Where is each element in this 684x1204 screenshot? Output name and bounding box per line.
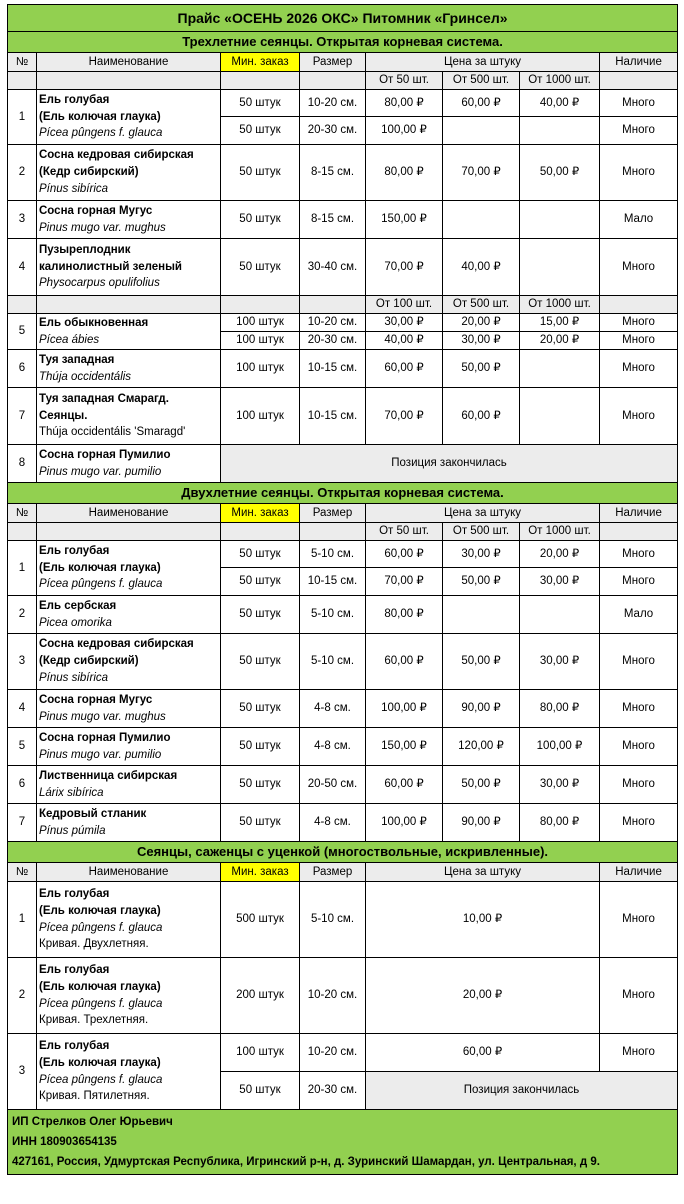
min-order: 50 штук xyxy=(221,596,300,634)
product-name: Ель голубая (Ель колючая глаука) Pícea pûngens f. glauca xyxy=(37,90,221,145)
price-table xyxy=(7,4,678,1175)
size: 5-10 см. xyxy=(300,882,366,958)
tier-row xyxy=(8,72,678,90)
product-name: Сосна горная Пумилио Pinus mugo var. pumilio xyxy=(37,445,221,483)
price: 60,00 ₽ xyxy=(443,90,520,117)
table-row xyxy=(8,958,678,1034)
table-row xyxy=(8,882,678,958)
row-number: 2 xyxy=(8,145,37,201)
section-title-3yr: Трехлетние сеянцы. Открытая корневая система. xyxy=(8,32,678,53)
col-price-header: Цена за штуку xyxy=(366,53,600,72)
price: 30,00 ₽ xyxy=(366,314,443,332)
row-number: 5 xyxy=(8,728,37,766)
tier-label: От 500 шт. xyxy=(443,523,520,541)
price: 100,00 ₽ xyxy=(366,804,443,842)
table-row xyxy=(8,388,678,445)
product-name: Лиственница сибирская Lárix sibírica xyxy=(37,766,221,804)
product-name: Ель голубая (Ель колючая глаука) Pícea pûngens f. glauca Кривая. Пятилетняя. xyxy=(37,1034,221,1110)
product-name: Сосна горная Мугус Pinus mugo var. mughus xyxy=(37,201,221,239)
table-row xyxy=(8,804,678,842)
min-order: 100 штук xyxy=(221,350,300,388)
availability: Много xyxy=(600,117,678,145)
col-name-header: Наименование xyxy=(37,504,221,523)
price: 80,00 ₽ xyxy=(520,690,600,728)
col-size-header: Размер xyxy=(300,863,366,882)
tier-label: От 1000 шт. xyxy=(520,523,600,541)
table-row xyxy=(8,541,678,568)
table-row xyxy=(8,596,678,634)
col-min-header: Мин. заказ xyxy=(221,53,300,72)
price: 30,00 ₽ xyxy=(520,634,600,690)
price: 50,00 ₽ xyxy=(443,350,520,388)
size: 5-10 см. xyxy=(300,634,366,690)
availability: Много xyxy=(600,314,678,332)
row-number: 7 xyxy=(8,804,37,842)
availability: Много xyxy=(600,90,678,117)
availability: Много xyxy=(600,728,678,766)
size: 10-20 см. xyxy=(300,90,366,117)
product-name: Ель голубая (Ель колючая глаука) Pícea pûngens f. glauca xyxy=(37,541,221,596)
price-list-page xyxy=(7,4,677,1175)
col-num-header: № xyxy=(8,863,37,882)
table-row xyxy=(8,634,678,690)
price: 80,00 ₽ xyxy=(366,90,443,117)
table-row xyxy=(8,728,678,766)
price: 100,00 ₽ xyxy=(366,690,443,728)
availability: Много xyxy=(600,766,678,804)
availability: Много xyxy=(600,882,678,958)
product-name: Сосна кедровая сибирская (Кедр сибирский) Pínus sibírica xyxy=(37,145,221,201)
header-row xyxy=(8,863,678,882)
price: 20,00 ₽ xyxy=(520,332,600,350)
size: 5-10 см. xyxy=(300,541,366,568)
product-name: Сосна горная Пумилио Pinus mugo var. pumilio xyxy=(37,728,221,766)
availability: Много xyxy=(600,568,678,596)
col-avail-header: Наличие xyxy=(600,863,678,882)
price: 20,00 ₽ xyxy=(443,314,520,332)
size: 10-20 см. xyxy=(300,958,366,1034)
price: 50,00 ₽ xyxy=(443,766,520,804)
footer-owner: ИП Стрелков Олег Юрьевич xyxy=(12,1116,173,1128)
size: 10-20 см. xyxy=(300,1034,366,1072)
row-number: 5 xyxy=(8,314,37,350)
col-avail-header: Наличие xyxy=(600,504,678,523)
price: 15,00 ₽ xyxy=(520,314,600,332)
min-order: 200 штук xyxy=(221,958,300,1034)
min-order: 50 штук xyxy=(221,117,300,145)
price: 50,00 ₽ xyxy=(520,145,600,201)
page-title: Прайс «ОСЕНЬ 2026 ОКС» Питомник «Гринсел» xyxy=(8,5,678,32)
table-row xyxy=(8,314,678,332)
size: 30-40 см. xyxy=(300,239,366,296)
size: 20-30 см. xyxy=(300,1072,366,1110)
product-name: Пузыреплодник калинолистный зеленый Physocarpus opulifolius xyxy=(37,239,221,296)
size: 4-8 см. xyxy=(300,690,366,728)
header-row xyxy=(8,504,678,523)
price: 30,00 ₽ xyxy=(443,332,520,350)
col-price-header: Цена за штуку xyxy=(366,863,600,882)
size: 4-8 см. xyxy=(300,804,366,842)
row-number: 6 xyxy=(8,766,37,804)
size: 20-30 см. xyxy=(300,332,366,350)
row-number: 3 xyxy=(8,1034,37,1110)
price: 90,00 ₽ xyxy=(443,690,520,728)
price: 70,00 ₽ xyxy=(366,388,443,445)
price: 40,00 ₽ xyxy=(443,239,520,296)
min-order: 50 штук xyxy=(221,568,300,596)
col-name-header: Наименование xyxy=(37,53,221,72)
price: 70,00 ₽ xyxy=(366,568,443,596)
min-order: 50 штук xyxy=(221,634,300,690)
price: 10,00 ₽ xyxy=(366,882,600,958)
size: 10-20 см. xyxy=(300,314,366,332)
tier-label: От 50 шт. xyxy=(366,523,443,541)
size: 20-50 см. xyxy=(300,766,366,804)
product-name: Сосна горная Мугус Pinus mugo var. mughus xyxy=(37,690,221,728)
price: 80,00 ₽ xyxy=(366,145,443,201)
price: 60,00 ₽ xyxy=(366,766,443,804)
availability: Мало xyxy=(600,201,678,239)
product-name: Туя западная Thúja occidentális xyxy=(37,350,221,388)
size: 5-10 см. xyxy=(300,596,366,634)
size: 10-15 см. xyxy=(300,568,366,596)
table-row xyxy=(8,350,678,388)
availability: Много xyxy=(600,804,678,842)
row-number: 6 xyxy=(8,350,37,388)
sold-out-note: Позиция закончилась xyxy=(366,1072,678,1110)
price: 60,00 ₽ xyxy=(366,634,443,690)
price: 60,00 ₽ xyxy=(366,541,443,568)
price: 50,00 ₽ xyxy=(443,568,520,596)
min-order: 50 штук xyxy=(221,201,300,239)
availability: Много xyxy=(600,541,678,568)
table-row xyxy=(8,445,678,483)
min-order: 50 штук xyxy=(221,90,300,117)
row-number: 1 xyxy=(8,90,37,145)
col-min-header: Мин. заказ xyxy=(221,863,300,882)
table-row xyxy=(8,90,678,117)
row-number: 2 xyxy=(8,596,37,634)
table-row xyxy=(8,201,678,239)
price: 30,00 ₽ xyxy=(443,541,520,568)
col-price-header: Цена за штуку xyxy=(366,504,600,523)
min-order: 100 штук xyxy=(221,332,300,350)
price: 60,00 ₽ xyxy=(443,388,520,445)
price: 80,00 ₽ xyxy=(366,596,443,634)
price: 50,00 ₽ xyxy=(443,634,520,690)
min-order: 100 штук xyxy=(221,314,300,332)
product-name: Кедровый стланик Pínus púmila xyxy=(37,804,221,842)
price: 20,00 ₽ xyxy=(520,541,600,568)
size: 8-15 см. xyxy=(300,145,366,201)
availability: Много xyxy=(600,1034,678,1072)
price: 30,00 ₽ xyxy=(520,568,600,596)
price: 60,00 ₽ xyxy=(366,350,443,388)
min-order: 100 штук xyxy=(221,1034,300,1072)
col-name-header: Наименование xyxy=(37,863,221,882)
col-size-header: Размер xyxy=(300,53,366,72)
tier-row xyxy=(8,296,678,314)
col-num-header: № xyxy=(8,53,37,72)
min-order: 50 штук xyxy=(221,804,300,842)
availability: Много xyxy=(600,634,678,690)
row-number: 1 xyxy=(8,541,37,596)
col-num-header: № xyxy=(8,504,37,523)
row-number: 4 xyxy=(8,239,37,296)
size: 20-30 см. xyxy=(300,117,366,145)
price: 100,00 ₽ xyxy=(520,728,600,766)
tier-label: От 100 шт. xyxy=(366,296,443,314)
min-order: 50 штук xyxy=(221,541,300,568)
min-order: 50 штук xyxy=(221,239,300,296)
section-title-2yr: Двухлетние сеянцы. Открытая корневая система. xyxy=(8,483,678,504)
availability: Много xyxy=(600,332,678,350)
table-row xyxy=(8,690,678,728)
row-number: 1 xyxy=(8,882,37,958)
header-row xyxy=(8,53,678,72)
row-number: 2 xyxy=(8,958,37,1034)
size: 8-15 см. xyxy=(300,201,366,239)
row-number: 4 xyxy=(8,690,37,728)
tier-label: От 500 шт. xyxy=(443,296,520,314)
price: 80,00 ₽ xyxy=(520,804,600,842)
price: 60,00 ₽ xyxy=(366,1034,600,1072)
min-order: 50 штук xyxy=(221,1072,300,1110)
table-row xyxy=(8,239,678,296)
col-avail-header: Наличие xyxy=(600,53,678,72)
footer-address: 427161, Россия, Удмуртская Республика, Игринский р-н, д. Зуринский Шамардан, ул. Центральная, д 9. xyxy=(12,1156,600,1169)
product-name: Ель голубая (Ель колючая глаука) Pícea pûngens f. glauca Кривая. Трехлетняя. xyxy=(37,958,221,1034)
price: 20,00 ₽ xyxy=(366,958,600,1034)
tier-row xyxy=(8,523,678,541)
availability: Много xyxy=(600,350,678,388)
price: 70,00 ₽ xyxy=(366,239,443,296)
section-title-discount: Сеянцы, саженцы с уценкой (многоствольные, искривленные). xyxy=(8,842,678,863)
availability: Много xyxy=(600,958,678,1034)
table-row xyxy=(8,766,678,804)
product-name: Ель голубая (Ель колючая глаука) Pícea pûngens f. glauca Кривая. Двухлетняя. xyxy=(37,882,221,958)
product-name: Ель сербская Picea omorika xyxy=(37,596,221,634)
min-order: 500 штук xyxy=(221,882,300,958)
min-order: 50 штук xyxy=(221,728,300,766)
availability: Много xyxy=(600,388,678,445)
price: 30,00 ₽ xyxy=(520,766,600,804)
table-row xyxy=(8,1034,678,1072)
row-number: 3 xyxy=(8,201,37,239)
price: 40,00 ₽ xyxy=(366,332,443,350)
tier-label: От 1000 шт. xyxy=(520,296,600,314)
min-order: 50 штук xyxy=(221,145,300,201)
row-number: 7 xyxy=(8,388,37,445)
row-number: 8 xyxy=(8,445,37,483)
price: 120,00 ₽ xyxy=(443,728,520,766)
price: 90,00 ₽ xyxy=(443,804,520,842)
tier-label: От 50 шт. xyxy=(366,72,443,90)
price: 100,00 ₽ xyxy=(366,117,443,145)
min-order: 50 штук xyxy=(221,690,300,728)
size: 4-8 см. xyxy=(300,728,366,766)
price: 40,00 ₽ xyxy=(520,90,600,117)
row-number: 3 xyxy=(8,634,37,690)
price: 150,00 ₽ xyxy=(366,201,443,239)
footer xyxy=(8,1110,678,1175)
availability: Много xyxy=(600,239,678,296)
product-name: Туя западная Смарагд. Сеянцы. Thúja occidentális 'Smaragd' xyxy=(37,388,221,445)
availability: Мало xyxy=(600,596,678,634)
sold-out-note: Позиция закончилась xyxy=(221,445,678,483)
availability: Много xyxy=(600,145,678,201)
col-size-header: Размер xyxy=(300,504,366,523)
table-row xyxy=(8,145,678,201)
min-order: 50 штук xyxy=(221,766,300,804)
footer-inn: ИНН 180903654135 xyxy=(12,1136,117,1149)
min-order: 100 штук xyxy=(221,388,300,445)
tier-label: От 500 шт. xyxy=(443,72,520,90)
availability: Много xyxy=(600,690,678,728)
tier-label: От 1000 шт. xyxy=(520,72,600,90)
col-min-header: Мин. заказ xyxy=(221,504,300,523)
size: 10-15 см. xyxy=(300,350,366,388)
product-name: Сосна кедровая сибирская (Кедр сибирский) Pínus sibírica xyxy=(37,634,221,690)
price: 70,00 ₽ xyxy=(443,145,520,201)
size: 10-15 см. xyxy=(300,388,366,445)
product-name: Ель обыкновенная Pícea ábies xyxy=(37,314,221,350)
price: 150,00 ₽ xyxy=(366,728,443,766)
